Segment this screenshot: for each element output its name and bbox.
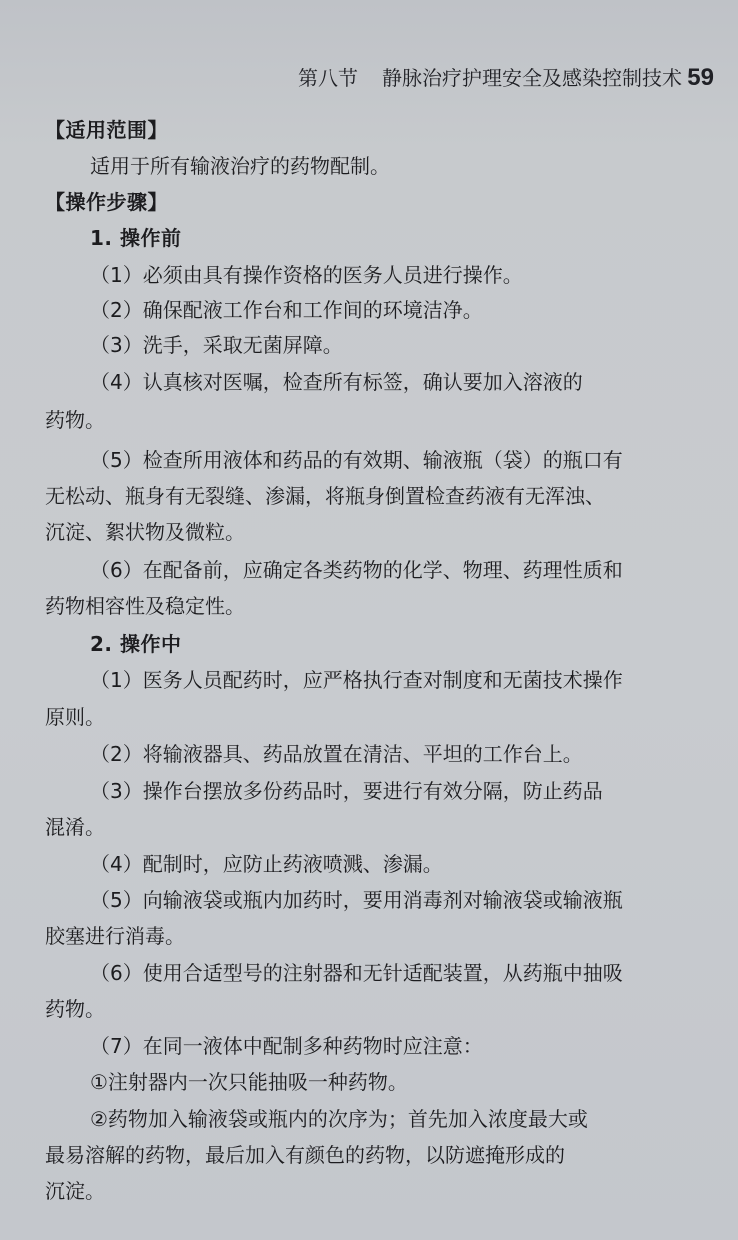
during-item-continuation: 最易溶解的药物，最后加入有颜色的药物，以防遮掩形成的 xyxy=(45,1143,565,1167)
during-item: （5）向输液袋或瓶内加药时，要用消毒剂对输液袋或输液瓶 xyxy=(90,888,623,912)
during-item: ②药物加入输液袋或瓶内的次序为；首先加入浓度最大或 xyxy=(90,1107,588,1131)
during-item: ①注射器内一次只能抽吸一种药物。 xyxy=(90,1070,408,1094)
before-item: （4）认真核对医嘱，检查所有标签，确认要加入溶液的 xyxy=(90,370,583,394)
during-item: （2）将输液器具、药品放置在清洁、平坦的工作台上。 xyxy=(90,742,583,766)
before-item: （5）检查所用液体和药品的有效期、输液瓶（袋）的瓶口有 xyxy=(90,448,623,472)
during-item-continuation: 原则。 xyxy=(45,705,105,729)
before-heading: 1. 操作前 xyxy=(90,226,182,250)
page-number: 59 xyxy=(687,64,714,91)
before-item: （1）必须由具有操作资格的医务人员进行操作。 xyxy=(90,263,523,287)
before-item: （2）确保配液工作台和工作间的环境洁净。 xyxy=(90,298,483,322)
before-item: （6）在配备前，应确定各类药物的化学、物理、药理性质和 xyxy=(90,558,623,582)
scope-text: 适用于所有输液治疗的药物配制。 xyxy=(90,154,390,178)
during-item-continuation: 胶塞进行消毒。 xyxy=(45,924,185,948)
section-label: 第八节 xyxy=(298,66,358,90)
during-heading: 2. 操作中 xyxy=(90,632,182,656)
running-head xyxy=(40,62,714,94)
during-item: （6）使用合适型号的注射器和无针适配装置，从药瓶中抽吸 xyxy=(90,961,623,985)
before-item-continuation: 沉淀、絮状物及微粒。 xyxy=(45,520,245,544)
scope-heading: 【适用范围】 xyxy=(45,118,168,142)
before-item-continuation: 无松动、瓶身有无裂缝、渗漏，将瓶身倒置检查药液有无浑浊、 xyxy=(45,484,605,508)
before-item: （3）洗手，采取无菌屏障。 xyxy=(90,333,343,357)
during-item: （1）医务人员配药时，应严格执行查对制度和无菌技术操作 xyxy=(90,668,623,692)
during-item: （4）配制时，应防止药液喷溅、渗漏。 xyxy=(90,852,443,876)
steps-heading: 【操作步骤】 xyxy=(45,190,168,214)
section-title: 静脉治疗护理安全及感染控制技术 xyxy=(382,66,682,90)
during-item-continuation: 沉淀。 xyxy=(45,1179,105,1203)
during-item-continuation: 混淆。 xyxy=(45,815,105,839)
before-item-continuation: 药物相容性及稳定性。 xyxy=(45,594,245,618)
before-item-continuation: 药物。 xyxy=(45,408,105,432)
during-item-continuation: 药物。 xyxy=(45,997,105,1021)
during-item: （3）操作台摆放多份药品时，要进行有效分隔，防止药品 xyxy=(90,779,603,803)
during-item: （7）在同一液体中配制多种药物时应注意： xyxy=(90,1034,483,1058)
